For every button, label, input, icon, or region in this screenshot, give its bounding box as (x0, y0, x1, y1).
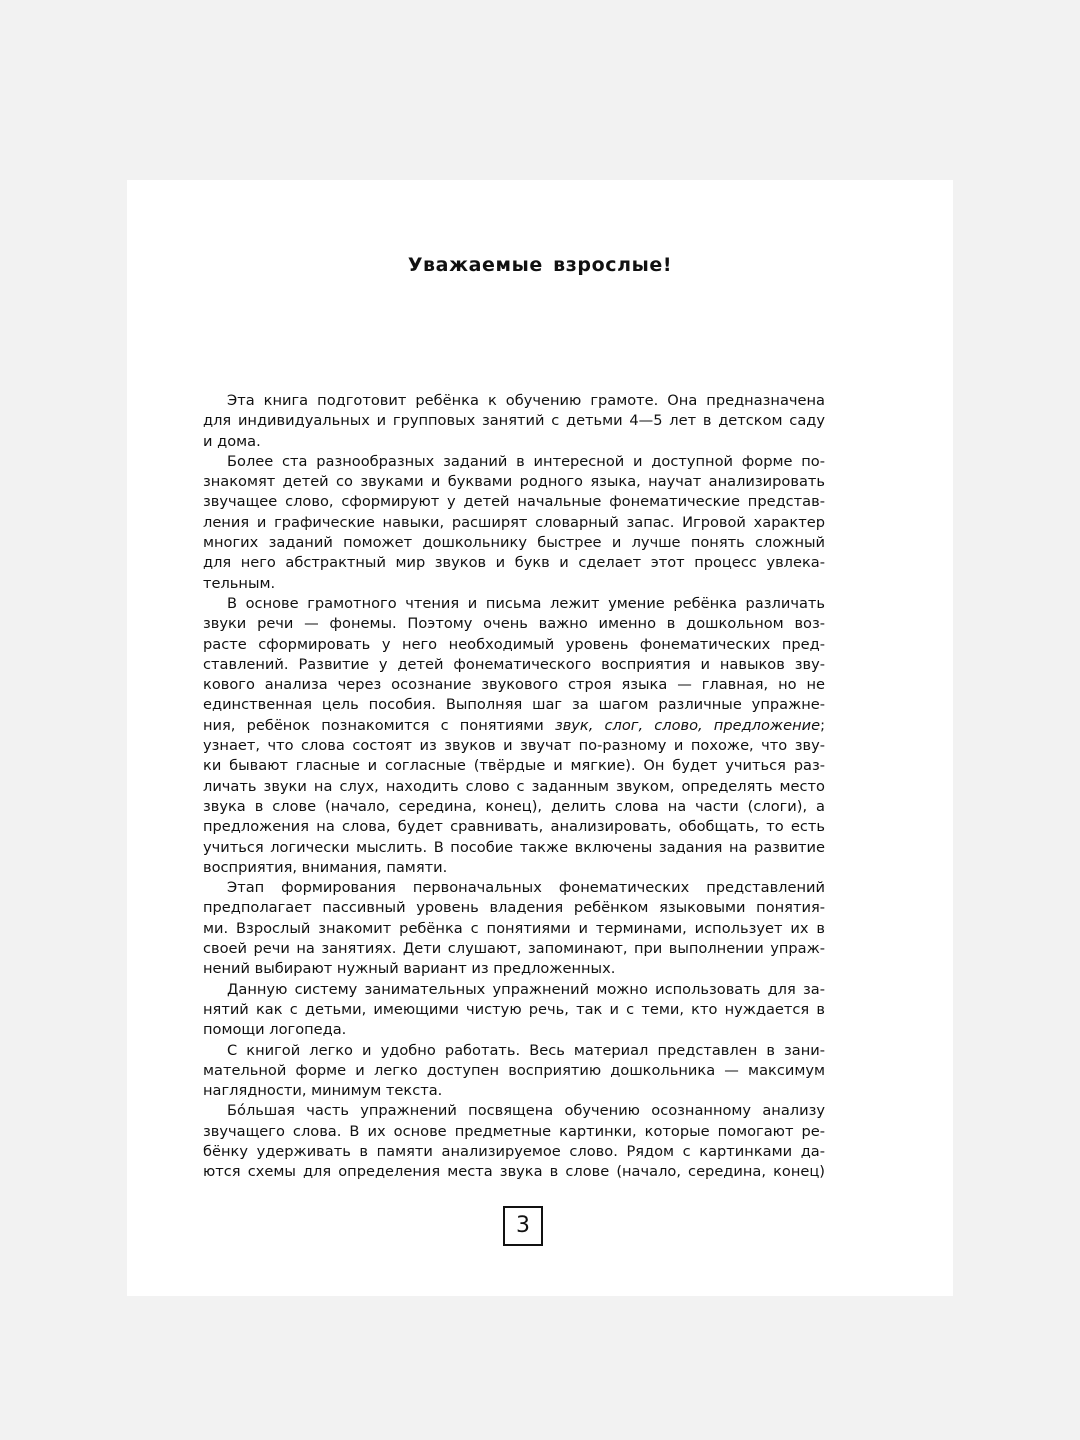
text-line: предполагает пассивный уровень владения ребёнком языковыми понятия- (203, 899, 825, 917)
text-line: тельным. (203, 574, 276, 592)
text-line: учиться логически мыслить. В пособие также включены задания на развитие (203, 838, 825, 856)
text-line (203, 716, 825, 736)
text-line: Эта книга подготовит ребёнка к обучению грамоте. Она предназначена (227, 392, 825, 409)
text-line: расте сформировать у него необходимый уровень фонематических пред- (203, 635, 825, 653)
text-segment: ния, ребёнок познакомится с понятиями (203, 716, 555, 734)
text-line: Данную систему занимательных упражнений можно использовать для за- (227, 980, 825, 998)
text-line: Этап формирования первоначальных фонематических представлений (227, 879, 825, 897)
text-line: бёнку удерживать в памяти анализируемое слово. Рядом с картинками да- (203, 1142, 825, 1160)
body-text (203, 391, 825, 1183)
page-title: Уважаемые взрослые! (407, 254, 673, 276)
text-line: ления и графические навыки, расширят словарный запас. Игровой характер (203, 513, 825, 531)
text-line: узнает, что слова состоят из звуков и звучат по-разному и похоже, что зву- (203, 737, 825, 755)
text-line: для индивидуальных и групповых занятий с детьми 4—5 лет в детском саду (203, 412, 825, 430)
text-line: ми. Взрослый знакомит ребёнка с понятиями и терминами, использует их в (203, 919, 825, 937)
text-line: помощи логопеда. (203, 1021, 347, 1039)
text-line: В основе грамотного чтения и письма лежит умение ребёнка различать (227, 594, 825, 612)
text-line: для него абстрактный мир звуков и букв и сделает этот процесс увлека- (203, 554, 825, 572)
text-line: и дома. (203, 432, 261, 450)
text-segment: ; (820, 716, 825, 734)
text-line: звука в слове (начало, середина, конец), делить слова на части (слоги), а (203, 797, 825, 815)
text-line: ются схемы для определения места звука в слове (начало, середина, конец) (203, 1163, 825, 1181)
text-line: кового анализа через осознание звукового строя языка — главная, но не (203, 676, 825, 694)
book-page (127, 180, 953, 1296)
text-line: Бо́льшая часть упражнений посвящена обучению осознанному анализу (227, 1102, 825, 1120)
page-number: 3 (503, 1206, 543, 1246)
text-line: ставлений. Развитие у детей фонематического восприятия и навыков зву- (203, 655, 825, 673)
text-line: предложения на слова, будет сравнивать, анализировать, обобщать, то есть (203, 818, 825, 836)
text-line: звуки речи — фонемы. Поэтому очень важно именно в дошкольном воз- (203, 615, 825, 633)
text-line: С книгой легко и удобно работать. Весь материал представлен в зани- (227, 1041, 825, 1059)
text-line: звучащее слово, сформируют у детей начальные фонематические представ- (203, 493, 825, 511)
text-line: ки бывают гласные и согласные (твёрдые и мягкие). Он будет учиться раз- (203, 757, 825, 775)
text-line: единственная цель пособия. Выполняя шаг за шагом различные упражне- (203, 696, 825, 714)
italic-terms: звук, слог, слово, предложение (554, 716, 821, 734)
text-line: многих заданий поможет дошкольнику быстрее и лучше понять сложный (203, 534, 825, 552)
text-line: нений выбирают нужный вариант из предложенных. (203, 960, 616, 978)
text-line: наглядности, минимум текста. (203, 1082, 443, 1100)
text-line: восприятия, внимания, памяти. (203, 858, 448, 876)
text-line: мательной форме и легко доступен восприятию дошкольника — максимум (203, 1061, 825, 1079)
text-line: личать звуки на слух, находить слово с заданным звуком, определять место (203, 777, 825, 795)
text-line: звучащего слова. В их основе предметные картинки, которые помогают ре- (203, 1122, 825, 1140)
text-line: своей речи на занятиях. Дети слушают, запоминают, при выполнении упраж- (203, 940, 825, 958)
text-line: нятий как с детьми, имеющими чистую речь, так и с теми, кто нуждается в (203, 1000, 825, 1018)
text-line: знакомят детей со звуками и буквами родного языка, научат анализировать (203, 473, 825, 491)
text-line: Более ста разнообразных заданий в интересной и доступной форме по- (227, 452, 825, 470)
